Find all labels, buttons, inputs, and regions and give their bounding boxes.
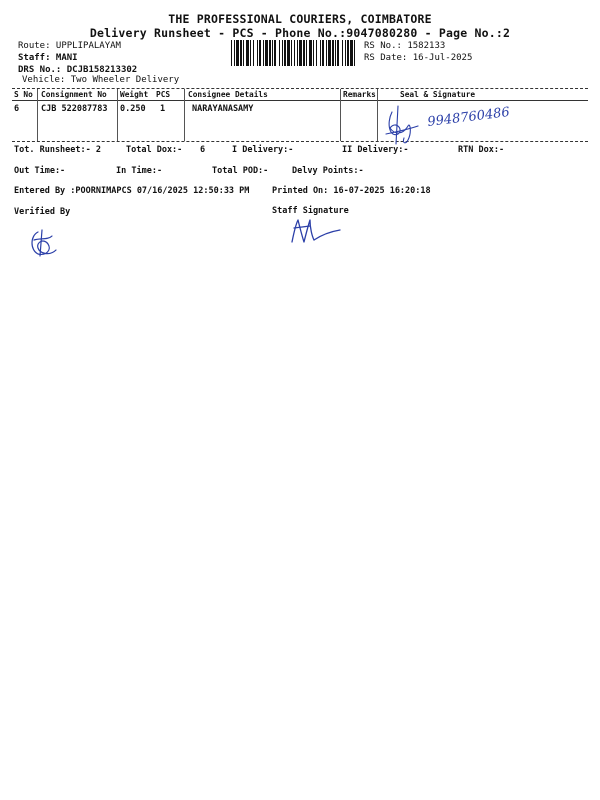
barcode-bar <box>253 40 254 66</box>
cell-consignee: NARAYANASAMY <box>192 104 254 114</box>
barcode-bar <box>345 40 346 66</box>
staff: Staff: MANI <box>18 53 78 63</box>
barcode-bar <box>250 40 251 66</box>
barcode-bar <box>243 40 244 66</box>
th-pcs: PCS <box>156 90 171 99</box>
barcode-bar <box>294 40 295 66</box>
barcode-bar <box>347 40 349 66</box>
company-title: THE PROFESSIONAL COURIERS, COIMBATORE <box>168 12 432 26</box>
barcode-bar <box>322 40 324 66</box>
barcode-bar <box>337 40 339 66</box>
barcode-bar <box>279 40 280 66</box>
out-time: Out Time:- <box>14 166 66 176</box>
table-header-rule <box>12 100 588 101</box>
barcode-bar <box>269 40 271 66</box>
verified-by: Verified By <box>14 207 71 217</box>
barcode-bar <box>287 40 290 66</box>
barcode-bar <box>303 40 305 66</box>
barcode-bar <box>350 40 353 66</box>
total-runsheet: Tot. Runsheet:- 2 <box>14 145 101 155</box>
total-dox-value: 6 <box>200 145 206 155</box>
cell-consignment-no: CJB 522087783 <box>41 104 108 114</box>
col-divider <box>377 89 378 141</box>
barcode-bar <box>342 40 343 66</box>
barcode-bar <box>240 40 242 66</box>
barcode-bar <box>332 40 334 66</box>
barcode-bar <box>313 40 314 66</box>
barcode-bar <box>257 40 258 66</box>
vehicle: Vehicle: Two Wheeler Delivery <box>22 75 180 85</box>
printed-on: Printed On: 16-07-2025 16:20:18 <box>272 186 431 196</box>
cell-weight: 0.250 <box>120 104 146 114</box>
barcode-bar <box>259 40 261 66</box>
barcode-bar <box>299 40 302 66</box>
barcode-bar <box>274 40 276 66</box>
col-divider <box>37 89 38 141</box>
th-weight: Weight <box>120 90 149 99</box>
ii-delivery: II Delivery:- <box>342 145 409 155</box>
barcode-bar <box>236 40 239 66</box>
verified-signature-image <box>26 228 62 260</box>
cell-pcs: 1 <box>160 104 166 114</box>
th-seal-signature: Seal & Signature <box>400 90 476 99</box>
col-divider <box>184 89 185 141</box>
barcode-bar <box>265 40 268 66</box>
i-delivery: I Delivery:- <box>232 145 294 155</box>
th-sno: S No <box>14 90 33 99</box>
rs-date: RS Date: 16-Jul-2025 <box>364 53 473 63</box>
barcode-bar <box>309 40 312 66</box>
barcode-bar <box>231 40 232 66</box>
consignee-signature-image <box>384 104 534 148</box>
staff-signature-label: Staff Signature <box>272 206 349 216</box>
barcode-bar <box>282 40 283 66</box>
cell-sno: 6 <box>14 104 20 114</box>
barcode-bar <box>354 40 355 66</box>
route: Route: UPPLIPALAYAM <box>18 41 121 51</box>
barcode-bar <box>306 40 307 66</box>
total-pod: Total POD:- <box>212 166 269 176</box>
barcode-bar <box>326 40 327 66</box>
barcode-bar <box>297 40 298 66</box>
col-divider <box>117 89 118 141</box>
in-time: In Time:- <box>116 166 163 176</box>
th-consignment-no: Consignment No <box>41 90 107 99</box>
handwritten-phone: 9948760486 <box>426 105 511 130</box>
col-divider <box>340 89 341 141</box>
delvy-points: Delvy Points:- <box>292 166 364 176</box>
barcode-bar <box>234 40 235 66</box>
rtn-dox: RTN Dox:- <box>458 145 505 155</box>
total-dox-label: Total Dox:- <box>126 145 183 155</box>
barcode-bar <box>263 40 264 66</box>
staff-signature-image <box>288 214 348 248</box>
th-remarks: Remarks <box>343 90 376 99</box>
entered-by: Entered By :POORNIMAPCS 07/16/2025 12:50:33 PM <box>14 186 250 196</box>
barcode-image <box>231 40 357 66</box>
rs-number: RS No.: 1582133 <box>364 41 446 51</box>
barcode-bar <box>328 40 331 66</box>
runsheet-subtitle: Delivery Runsheet - PCS - Phone No.:9047080280 - Page No.:2 <box>89 26 511 40</box>
barcode-bar <box>284 40 286 66</box>
barcode-bar <box>291 40 292 66</box>
th-consignee-details: Consignee Details <box>188 90 268 99</box>
barcode-bar <box>246 40 249 66</box>
barcode-bar <box>272 40 273 66</box>
barcode-bar <box>320 40 321 66</box>
barcode-bar <box>335 40 336 66</box>
drs-number: DRS No.: DCJB158213302 <box>18 65 138 75</box>
table-top-rule <box>12 88 588 89</box>
barcode-bar <box>316 40 317 66</box>
